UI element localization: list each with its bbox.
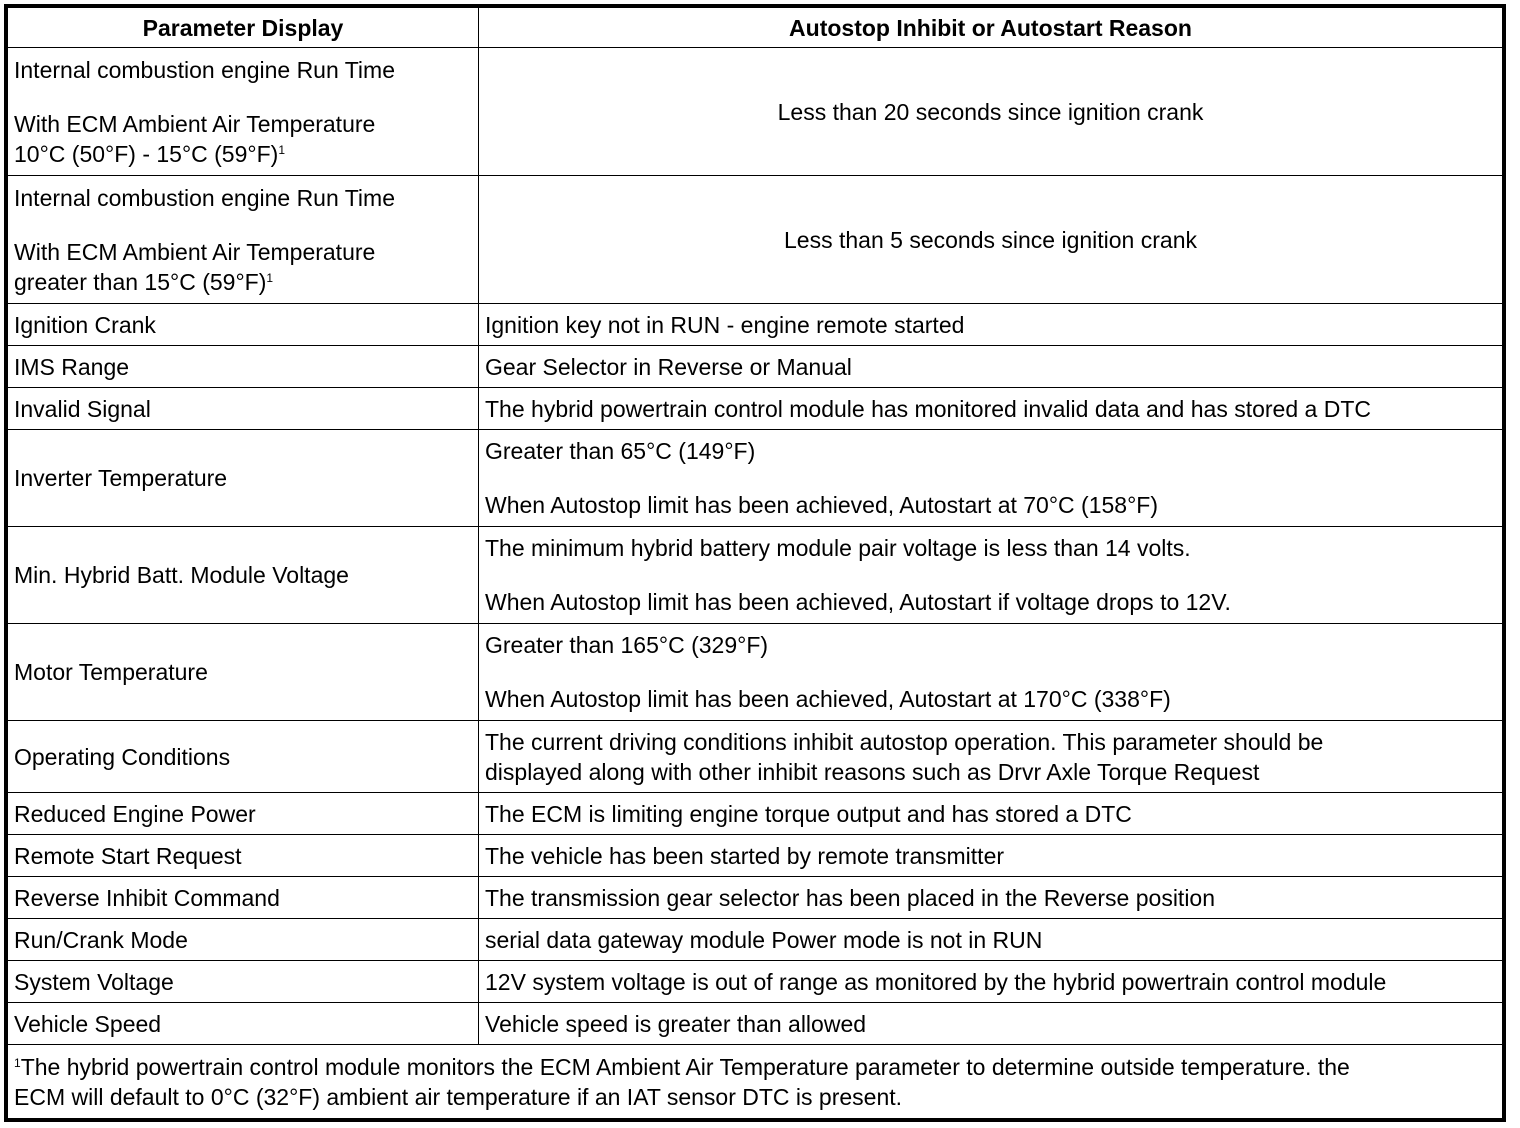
footnote-row xyxy=(8,1045,1503,1119)
parameter-cell xyxy=(8,48,479,176)
reason-cell: The ECM is limiting engine torque output and has stored a DTC xyxy=(479,793,1503,835)
reason-cell: The hybrid powertrain control module has monitored invalid data and has stored a DTC xyxy=(479,388,1503,430)
reason-cell: Less than 5 seconds since ignition crank xyxy=(479,176,1503,304)
reason-line: The minimum hybrid battery module pair voltage is less than 14 volts. xyxy=(485,535,1191,561)
parameter-cell: Run/Crank Mode xyxy=(8,919,479,961)
parameter-cell: IMS Range xyxy=(8,346,479,388)
reason-line: Greater than 165°C (329°F) xyxy=(485,632,769,658)
reason-line: Greater than 65°C (149°F) xyxy=(485,438,756,464)
reason-cell xyxy=(479,624,1503,721)
table-row xyxy=(8,1003,1503,1045)
parameter-cell: Ignition Crank xyxy=(8,304,479,346)
parameter-cell: Invalid Signal xyxy=(8,388,479,430)
parameter-cell: Inverter Temperature xyxy=(8,430,479,527)
table-row xyxy=(8,961,1503,1003)
footnote-marker: 1 xyxy=(14,1055,21,1070)
reason-line: When Autostop limit has been achieved, Autostart at 70°C (158°F) xyxy=(485,492,1158,518)
reason-cell xyxy=(479,721,1503,793)
parameter-cell: Min. Hybrid Batt. Module Voltage xyxy=(8,527,479,624)
parameter-line: greater than 15°C $(59^\circ F)^1$ xyxy=(14,268,274,295)
reason-line: The current driving conditions inhibit autostop operation. This parameter should be xyxy=(485,728,1324,755)
reason-cell: Gear Selector in Reverse or Manual xyxy=(479,346,1503,388)
parameter-line: 10°C (50°F) - 15°C $(59^\circ F)^1$ xyxy=(14,140,285,167)
footnote-cell xyxy=(8,1045,1503,1119)
table-row xyxy=(8,793,1503,835)
table-row xyxy=(8,835,1503,877)
reason-line: When Autostop limit has been achieved, Autostart at 170°C (338°F) xyxy=(485,686,1171,712)
autostop-inhibit-table xyxy=(7,7,1503,1119)
reason-cell: The transmission gear selector has been placed in the Reverse position xyxy=(479,877,1503,919)
reason-cell: Vehicle speed is greater than allowed xyxy=(479,1003,1503,1045)
parameter-line: Internal combustion engine Run Time xyxy=(14,56,395,83)
table-row xyxy=(8,624,1503,721)
footnote-line: ECM will default to 0°C (32°F) ambient air temperature if an IAT sensor DTC is present. xyxy=(14,1083,903,1110)
reason-line: displayed along with other inhibit reasons such as Drvr Axle Torque Request xyxy=(485,758,1260,785)
footnote-marker: 1 xyxy=(266,270,274,285)
table-row xyxy=(8,430,1503,527)
reason-cell: 12V system voltage is out of range as monitored by the hybrid powertrain control module xyxy=(479,961,1503,1003)
table-row xyxy=(8,346,1503,388)
parameter-cell xyxy=(8,176,479,304)
header-autostop-reason: Autostop Inhibit or Autostart Reason xyxy=(479,8,1503,48)
parameter-cell: Operating Conditions xyxy=(8,721,479,793)
reason-cell: The vehicle has been started by remote transmitter xyxy=(479,835,1503,877)
parameter-cell: Motor Temperature xyxy=(8,624,479,721)
table-row xyxy=(8,48,1503,176)
table-row xyxy=(8,388,1503,430)
parameter-cell: System Voltage xyxy=(8,961,479,1003)
parameter-cell: Reverse Inhibit Command xyxy=(8,877,479,919)
parameter-line: With ECM Ambient Air Temperature xyxy=(14,110,376,137)
parameter-line: With ECM Ambient Air Temperature xyxy=(14,238,376,265)
document-page xyxy=(4,4,1506,1122)
footnote-marker: 1 xyxy=(278,142,285,157)
table-row xyxy=(8,527,1503,624)
table-row xyxy=(8,721,1503,793)
table-header-row xyxy=(8,8,1503,48)
parameter-cell: Remote Start Request xyxy=(8,835,479,877)
reason-cell xyxy=(479,527,1503,624)
reason-cell: serial data gateway module Power mode is not in RUN xyxy=(479,919,1503,961)
header-parameter-display: Parameter Display xyxy=(8,8,479,48)
parameter-line: Internal combustion engine Run Time xyxy=(14,184,395,211)
table-row xyxy=(8,304,1503,346)
footnote-line: $^1$The hybrid powertrain control module monitors the ECM Ambient Air Temperature parameter to determine outside temperature. the xyxy=(14,1053,1350,1080)
table-row xyxy=(8,877,1503,919)
reason-line: When Autostop limit has been achieved, Autostart if voltage drops to 12V. xyxy=(485,589,1231,615)
reason-cell: Ignition key not in RUN - engine remote started xyxy=(479,304,1503,346)
reason-cell xyxy=(479,430,1503,527)
table-row xyxy=(8,176,1503,304)
parameter-cell: Reduced Engine Power xyxy=(8,793,479,835)
parameter-cell: Vehicle Speed xyxy=(8,1003,479,1045)
table-row xyxy=(8,919,1503,961)
reason-cell: Less than 20 seconds since ignition crank xyxy=(479,48,1503,176)
